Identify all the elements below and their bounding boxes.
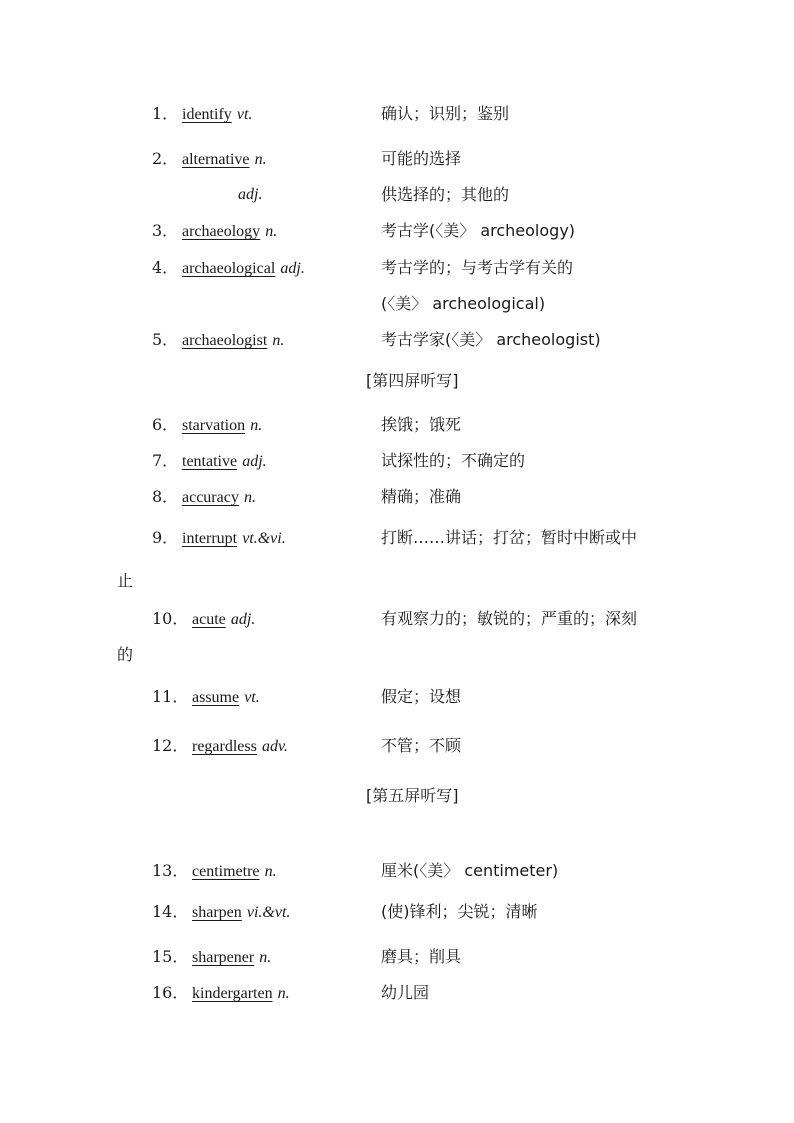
- meaning: 幼儿园: [381, 983, 430, 1002]
- vocab-word: interrupt: [182, 530, 238, 547]
- vocab-word: regardless: [192, 738, 257, 755]
- part-of-speech: vi.&vt.: [246, 904, 291, 921]
- vocab-entry: [0, 942, 794, 972]
- vocab-entry: [0, 325, 794, 355]
- vocab-word: tentative: [182, 453, 238, 470]
- meaning: 磨具；削具: [381, 947, 462, 966]
- vocab-entry: [0, 682, 794, 712]
- meaning: 考古学的；与考古学有关的: [381, 258, 574, 277]
- entry-number: 10．: [152, 609, 189, 628]
- vocab-word: starvation: [182, 417, 246, 434]
- part-of-speech: vt.: [236, 106, 253, 123]
- part-of-speech: adj.: [280, 260, 305, 277]
- vocab-entry: [0, 897, 794, 927]
- entry-number: 15．: [152, 947, 189, 966]
- part-of-speech: adj.: [230, 611, 256, 628]
- vocab-word: sharpen: [192, 904, 242, 921]
- vocab-entry: [0, 731, 794, 761]
- part-of-speech: adv.: [261, 738, 288, 755]
- vocab-entry: [0, 410, 794, 440]
- vocab-word: alternative: [182, 151, 250, 168]
- part-of-speech: adj.: [238, 186, 263, 203]
- entry-number: 3．: [152, 221, 179, 240]
- vocab-entry-continuation: [0, 566, 794, 596]
- part-of-speech: n.: [277, 985, 290, 1002]
- meaning: 假定；设想: [381, 687, 462, 706]
- vocab-word: kindergarten: [192, 985, 273, 1002]
- vocab-entry: [0, 604, 794, 634]
- vocab-word: accuracy: [182, 489, 239, 506]
- meaning-continuation: 的: [117, 645, 134, 664]
- meaning: 考古学(〈美〉 archeology): [381, 221, 576, 240]
- part-of-speech: n.: [250, 417, 263, 434]
- meaning-continuation: 止: [117, 571, 134, 590]
- vocab-entry: [0, 856, 794, 886]
- part-of-speech: vt.: [244, 689, 260, 706]
- entry-number: 6．: [152, 415, 179, 434]
- meaning: 确认；识别；鉴别: [381, 104, 510, 123]
- vocab-entry: [0, 99, 794, 129]
- entry-number: 8．: [152, 487, 179, 506]
- part-of-speech: n.: [254, 151, 267, 168]
- part-of-speech: n.: [259, 949, 272, 966]
- vocab-entry-continuation: [0, 180, 794, 210]
- vocab-word: archaeology: [182, 223, 261, 240]
- part-of-speech: adj.: [242, 453, 267, 470]
- vocab-word: acute: [192, 611, 226, 628]
- entry-number: 12．: [152, 736, 189, 755]
- entry-number: 2．: [152, 149, 179, 168]
- vocab-entry: [0, 978, 794, 1008]
- vocab-entry: [0, 523, 794, 553]
- meaning: 挨饿；饿死: [381, 415, 462, 434]
- meaning: 供选择的；其他的: [381, 185, 510, 204]
- entry-number: 14．: [152, 902, 189, 921]
- vocab-word: centimetre: [192, 863, 260, 880]
- entry-number: 11．: [152, 687, 189, 706]
- part-of-speech: n.: [265, 223, 278, 240]
- part-of-speech: n.: [264, 863, 277, 880]
- entry-number: 7．: [152, 451, 179, 470]
- meaning: 可能的选择: [381, 149, 462, 168]
- meaning: (〈美〉 archeological): [381, 294, 546, 313]
- entry-number: 1．: [152, 104, 179, 123]
- part-of-speech: n.: [272, 332, 285, 349]
- vocab-entry: [0, 144, 794, 174]
- entry-number: 16．: [152, 983, 189, 1002]
- meaning: 试探性的；不确定的: [381, 451, 526, 470]
- meaning: 有观察力的；敏锐的；严重的；深刻: [381, 609, 638, 628]
- vocab-entry: [0, 253, 794, 283]
- entry-number: 5．: [152, 330, 179, 349]
- meaning: 打断……讲话；打岔；暂时中断或中: [381, 528, 638, 547]
- meaning: (使)锋利；尖锐；清晰: [381, 902, 538, 921]
- meaning: 不管；不顾: [381, 736, 462, 755]
- meaning: 精确；准确: [381, 487, 462, 506]
- vocab-entry-continuation: [0, 289, 794, 319]
- entry-number: 9．: [152, 528, 179, 547]
- vocab-entry: [0, 216, 794, 246]
- vocab-word: sharpener: [192, 949, 255, 966]
- meaning: 考古学家(〈美〉 archeologist): [381, 330, 601, 349]
- vocab-entry-continuation: [0, 640, 794, 670]
- vocab-entry: [0, 482, 794, 512]
- entry-number: 13．: [152, 861, 189, 880]
- part-of-speech: vt.&vi.: [242, 530, 286, 547]
- meaning: 厘米(〈美〉 centimeter): [381, 861, 559, 880]
- section-heading-text: [第四屏听写]: [366, 371, 459, 390]
- vocab-word: archaeological: [182, 260, 276, 277]
- section-heading-text: [第五屏听写]: [366, 786, 459, 805]
- entry-number: 4．: [152, 258, 179, 277]
- vocab-word: identify: [182, 106, 232, 123]
- vocab-entry: [0, 446, 794, 476]
- part-of-speech: n.: [243, 489, 256, 506]
- vocab-word: archaeologist: [182, 332, 268, 349]
- vocab-word: assume: [192, 689, 240, 706]
